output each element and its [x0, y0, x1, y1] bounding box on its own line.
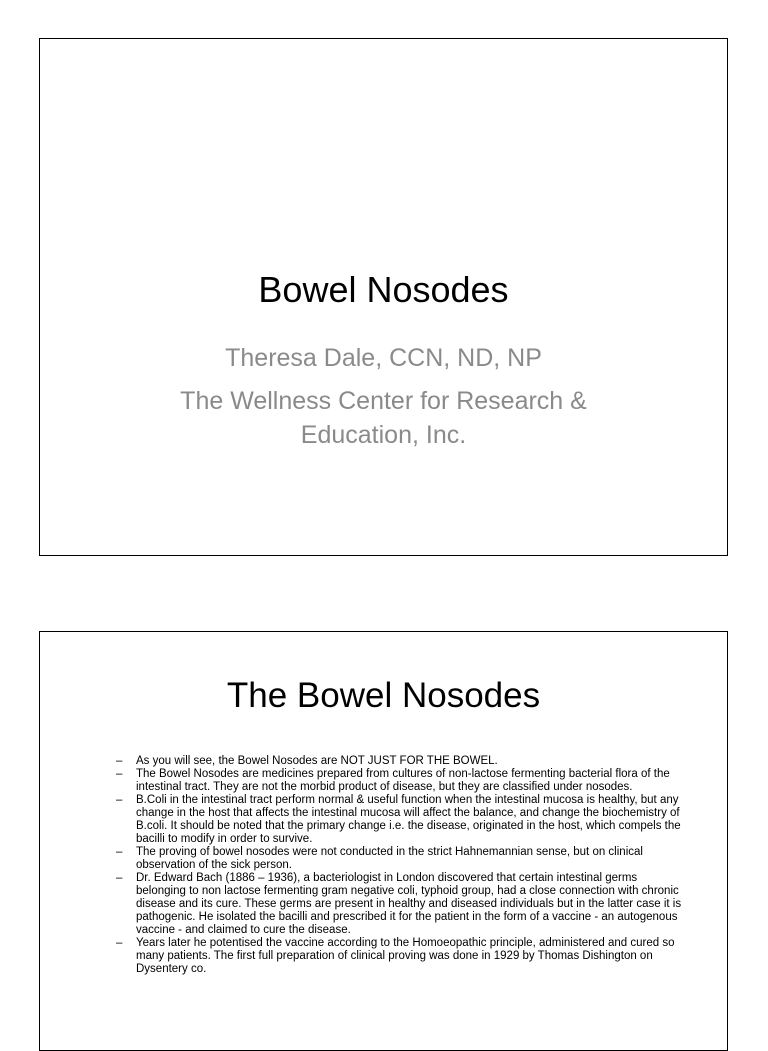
organization-line-1: The Wellness Center for Research & — [180, 387, 587, 415]
bullet-text: The proving of bowel nosodes were not conducted in the strict Hahnemannian sense, but on clinical observation of the sick person. — [136, 846, 643, 871]
bullet-item — [116, 937, 687, 976]
bullet-text: As you will see, the Bowel Nosodes are NOT JUST FOR THE BOWEL. — [136, 755, 498, 767]
bullet-dash: – — [116, 768, 123, 780]
bullet-text: Years later he potentised the vaccine according to the Homoeopathic principle, administered and cured so many patients. The first full preparation of clinical proving was done in 1929 by Thomas Dishington on Dysentery co. — [136, 937, 675, 975]
bullet-text: The Bowel Nosodes are medicines prepared from cultures of non-lactose fermenting bacterial flora of the intestinal tract. They are not the morbid product of disease, but they are classified under nosodes. — [136, 768, 670, 793]
bullet-dash: – — [116, 794, 123, 806]
bullet-item — [116, 872, 687, 937]
bullet-dash: – — [116, 846, 123, 858]
bullet-dash: – — [116, 937, 123, 949]
author-line: Theresa Dale, CCN, ND, NP — [225, 344, 542, 372]
bullet-dash: – — [116, 755, 123, 767]
organization-line-2: Education, Inc. — [300, 421, 467, 449]
bullet-item — [116, 768, 687, 794]
bullet-list — [116, 755, 687, 976]
slide-title: Bowel Nosodes — [258, 269, 509, 310]
slide-title: The Bowel Nosodes — [226, 676, 541, 715]
organization — [40, 384, 727, 452]
content-slide — [39, 631, 728, 1051]
title-slide — [39, 38, 728, 556]
bullet-text: B.Coli in the intestinal tract perform normal & useful function when the intestinal mucosa is healthy, but any change in the host that affects the intestinal mucosa will affect the balance, and change the biochemistry of B.coli. It should be noted that the primary change i.e. the disease, originated in the host, which compels the bacilli to modify in order to survive. — [136, 794, 681, 845]
bullet-item — [116, 755, 687, 768]
bullet-item — [116, 846, 687, 872]
bullet-dash: – — [116, 872, 123, 884]
bullet-text: Dr. Edward Bach (1886 – 1936), a bacteriologist in London discovered that certain intestinal germs belonging to non lactose fermenting gram negative coli, typhoid group, had a close connection with chronic disease and its cure. These germs are present in healthy and diseased individuals but in the latter case it is pathogenic. He isolated the bacilli and prescribed it for the patient in the form of a vaccine - an autogenous vaccine - and claimed to cure the disease. — [136, 872, 682, 936]
bullet-item — [116, 794, 687, 846]
